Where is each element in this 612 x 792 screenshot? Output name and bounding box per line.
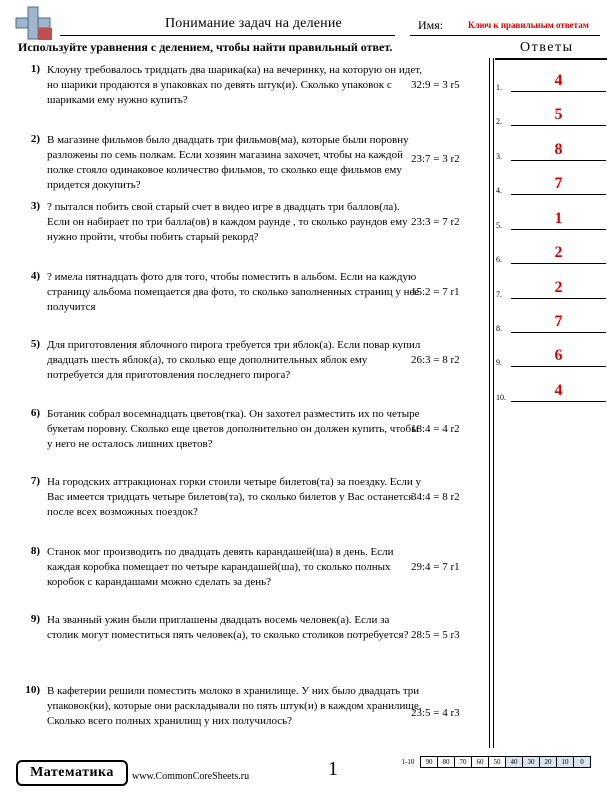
problem-number: 6): [30, 407, 40, 419]
score-cell: 40: [506, 757, 523, 768]
problem-text: В кафетерии решили поместить молоко в хранилище. У них было двадцать три упаковок(ки), которые они раскладывали по пять штук(и) в каждом хранилище. Сколько всего полных хранилищ у них получилось?: [47, 685, 422, 727]
problem-equation: 23:3 = 7 r2: [411, 216, 460, 228]
problem-text: ? имела пятнадцать фото для того, чтобы поместить в альбом. Если на каждую страницу альбома помещается два фото, то сколько заполненных страниц у нее получится: [47, 271, 420, 313]
answer-line: [511, 229, 606, 230]
score-cell: 60: [472, 757, 489, 768]
answers-header: Ответы: [520, 40, 574, 55]
answer-row: [496, 108, 606, 128]
problem-number: 9): [30, 613, 40, 625]
problem-number: 4): [30, 270, 40, 282]
problem-text: В магазине фильмов было двадцать три фильмов(ма), которые были поровну разложены по семь полкам. Если хозяин магазина захочет, чтобы на каждой полке стояло одинаковое количество фильмов, то сколько еще фильмов ему придется докупить?: [47, 134, 409, 191]
problem-number: 1): [30, 63, 40, 75]
answer-value: 7: [554, 313, 563, 330]
answers-divider: [493, 58, 494, 748]
problem-number: 5): [30, 338, 40, 350]
answer-number: 10.: [496, 393, 506, 402]
answer-line: [511, 160, 606, 161]
answer-number: 9.: [496, 358, 502, 367]
page-title: Понимание задач на деление: [165, 16, 342, 31]
answer-value: 5: [554, 106, 563, 123]
answer-value: 8: [554, 141, 563, 158]
answer-key-label: Ключ к правильным ответам: [468, 20, 589, 30]
answer-value: 4: [554, 382, 563, 399]
score-cell: 50: [489, 757, 506, 768]
plus-logo-icon: [14, 6, 52, 40]
answer-number: 7.: [496, 290, 502, 299]
answer-line: [511, 401, 606, 402]
score-cell: 90: [421, 757, 438, 768]
problem-equation: 34:4 = 8 r2: [411, 491, 460, 503]
answer-number: 3.: [496, 152, 502, 161]
problem-equation: 32:9 = 3 r5: [411, 79, 460, 91]
problem-number: 10): [25, 684, 40, 696]
score-table: [396, 756, 591, 768]
problem-equation: 23:7 = 3 r2: [411, 153, 460, 165]
score-cell: 20: [540, 757, 557, 768]
problem-number: 2): [30, 133, 40, 145]
answer-line: [511, 366, 606, 367]
problem-number: 7): [30, 475, 40, 487]
answer-row: [496, 315, 606, 335]
answer-line: [511, 332, 606, 333]
problem-equation: 28:5 = 5 r3: [411, 629, 460, 641]
name-label: Имя:: [418, 18, 444, 32]
problem-equation: 15:2 = 7 r1: [411, 286, 460, 298]
answer-number: 8.: [496, 324, 502, 333]
problem-equation: 18:4 = 4 r2: [411, 423, 460, 435]
answer-value: 1: [554, 210, 563, 227]
answer-value: 6: [554, 347, 563, 364]
answer-line: [511, 125, 606, 126]
answer-row: [496, 349, 606, 369]
problem-text: Станок мог производить по двадцать девять карандашей(ша) в день. Если каждая коробка помещает по четыре карандашей(ша), то сколько полных коробок с карандашами можно сделать за день?: [47, 546, 394, 588]
answer-line: [511, 194, 606, 195]
subject-badge: Математика: [16, 760, 128, 786]
problem-equation: 23:5 = 4 r3: [411, 707, 460, 719]
answer-row: [496, 143, 606, 163]
site-url: www.CommonCoreSheets.ru: [132, 771, 250, 782]
answer-value: 4: [554, 72, 563, 89]
answer-value: 2: [554, 279, 563, 296]
answer-row: [496, 246, 606, 266]
problem-text: Клоуну требовалось тридцать два шарика(ка) на вечеринку, на которую он идет, но шарики продаются в упаковках по девять штук(и). Сколько упаковок с шариками ему нужно купить?: [47, 64, 423, 106]
answer-row: [496, 281, 606, 301]
answer-line: [511, 91, 606, 92]
problem-text: На городских аттракционах горки стоили четыре билетов(та) за поездку. Если у Вас имеется тридцать четыре билетов(та), то сколько билетов у Вас останется после всех возможных поездок?: [47, 476, 422, 518]
answer-number: 5.: [496, 221, 502, 230]
answer-number: 1.: [496, 83, 502, 92]
answer-number: 4.: [496, 186, 502, 195]
answer-value: 2: [554, 244, 563, 261]
answers-header-rule: [495, 58, 607, 60]
score-cell: 10: [557, 757, 574, 768]
problem-number: 8): [30, 545, 40, 557]
score-range: 1-10: [401, 758, 415, 766]
problem-text: Ботаник собрал восемнадцать цветов(тка). Он захотел разместить их по четыре букетам поровну. Сколько еще цветов дополнительно он должен купить, чтобы у него не осталось лишних цветов?: [47, 408, 420, 450]
answer-row: [496, 212, 606, 232]
problem-number: 3): [30, 200, 40, 212]
answer-row: [496, 177, 606, 197]
answer-number: 2.: [496, 117, 502, 126]
answer-number: 6.: [496, 255, 502, 264]
problem-text: Для приготовления яблочного пирога требуется три яблок(а). Если повар купил двадцать шесть яблок(а), то сколько еще дополнительных яблок ему потребуется для приготовления последнего пирога?: [47, 339, 421, 381]
instructions: Используйте уравнения с делением, чтобы найти правильный ответ.: [18, 40, 393, 54]
answer-line: [511, 263, 606, 264]
answer-line: [511, 298, 606, 299]
score-cell: 80: [438, 757, 455, 768]
name-field-line: [410, 35, 600, 36]
answer-value: 7: [554, 175, 563, 192]
problem-equation: 26:3 = 8 r2: [411, 354, 460, 366]
page-number: 1: [328, 758, 338, 780]
answers-divider: [489, 58, 490, 748]
title-underline: [60, 35, 395, 36]
score-cell: 0: [574, 757, 591, 768]
score-cell: 70: [455, 757, 472, 768]
answer-row: [496, 384, 606, 404]
problem-equation: 29:4 = 7 r1: [411, 561, 460, 573]
problem-text: На званный ужин были приглашены двадцать восемь человек(а). Если за столик могут поместиться пять человек(а), то сколько столиков потребуется?: [47, 614, 409, 641]
score-cell: 30: [523, 757, 540, 768]
answer-row: [496, 74, 606, 94]
problem-text: ? пытался побить свой старый счет в видео игре в двадцать три баллов(ла). Если он набирает по три балла(ов) в каждом раунде , то сколько раундов ему нужно пройти, чтобы побить старый рекорд?: [47, 201, 408, 243]
